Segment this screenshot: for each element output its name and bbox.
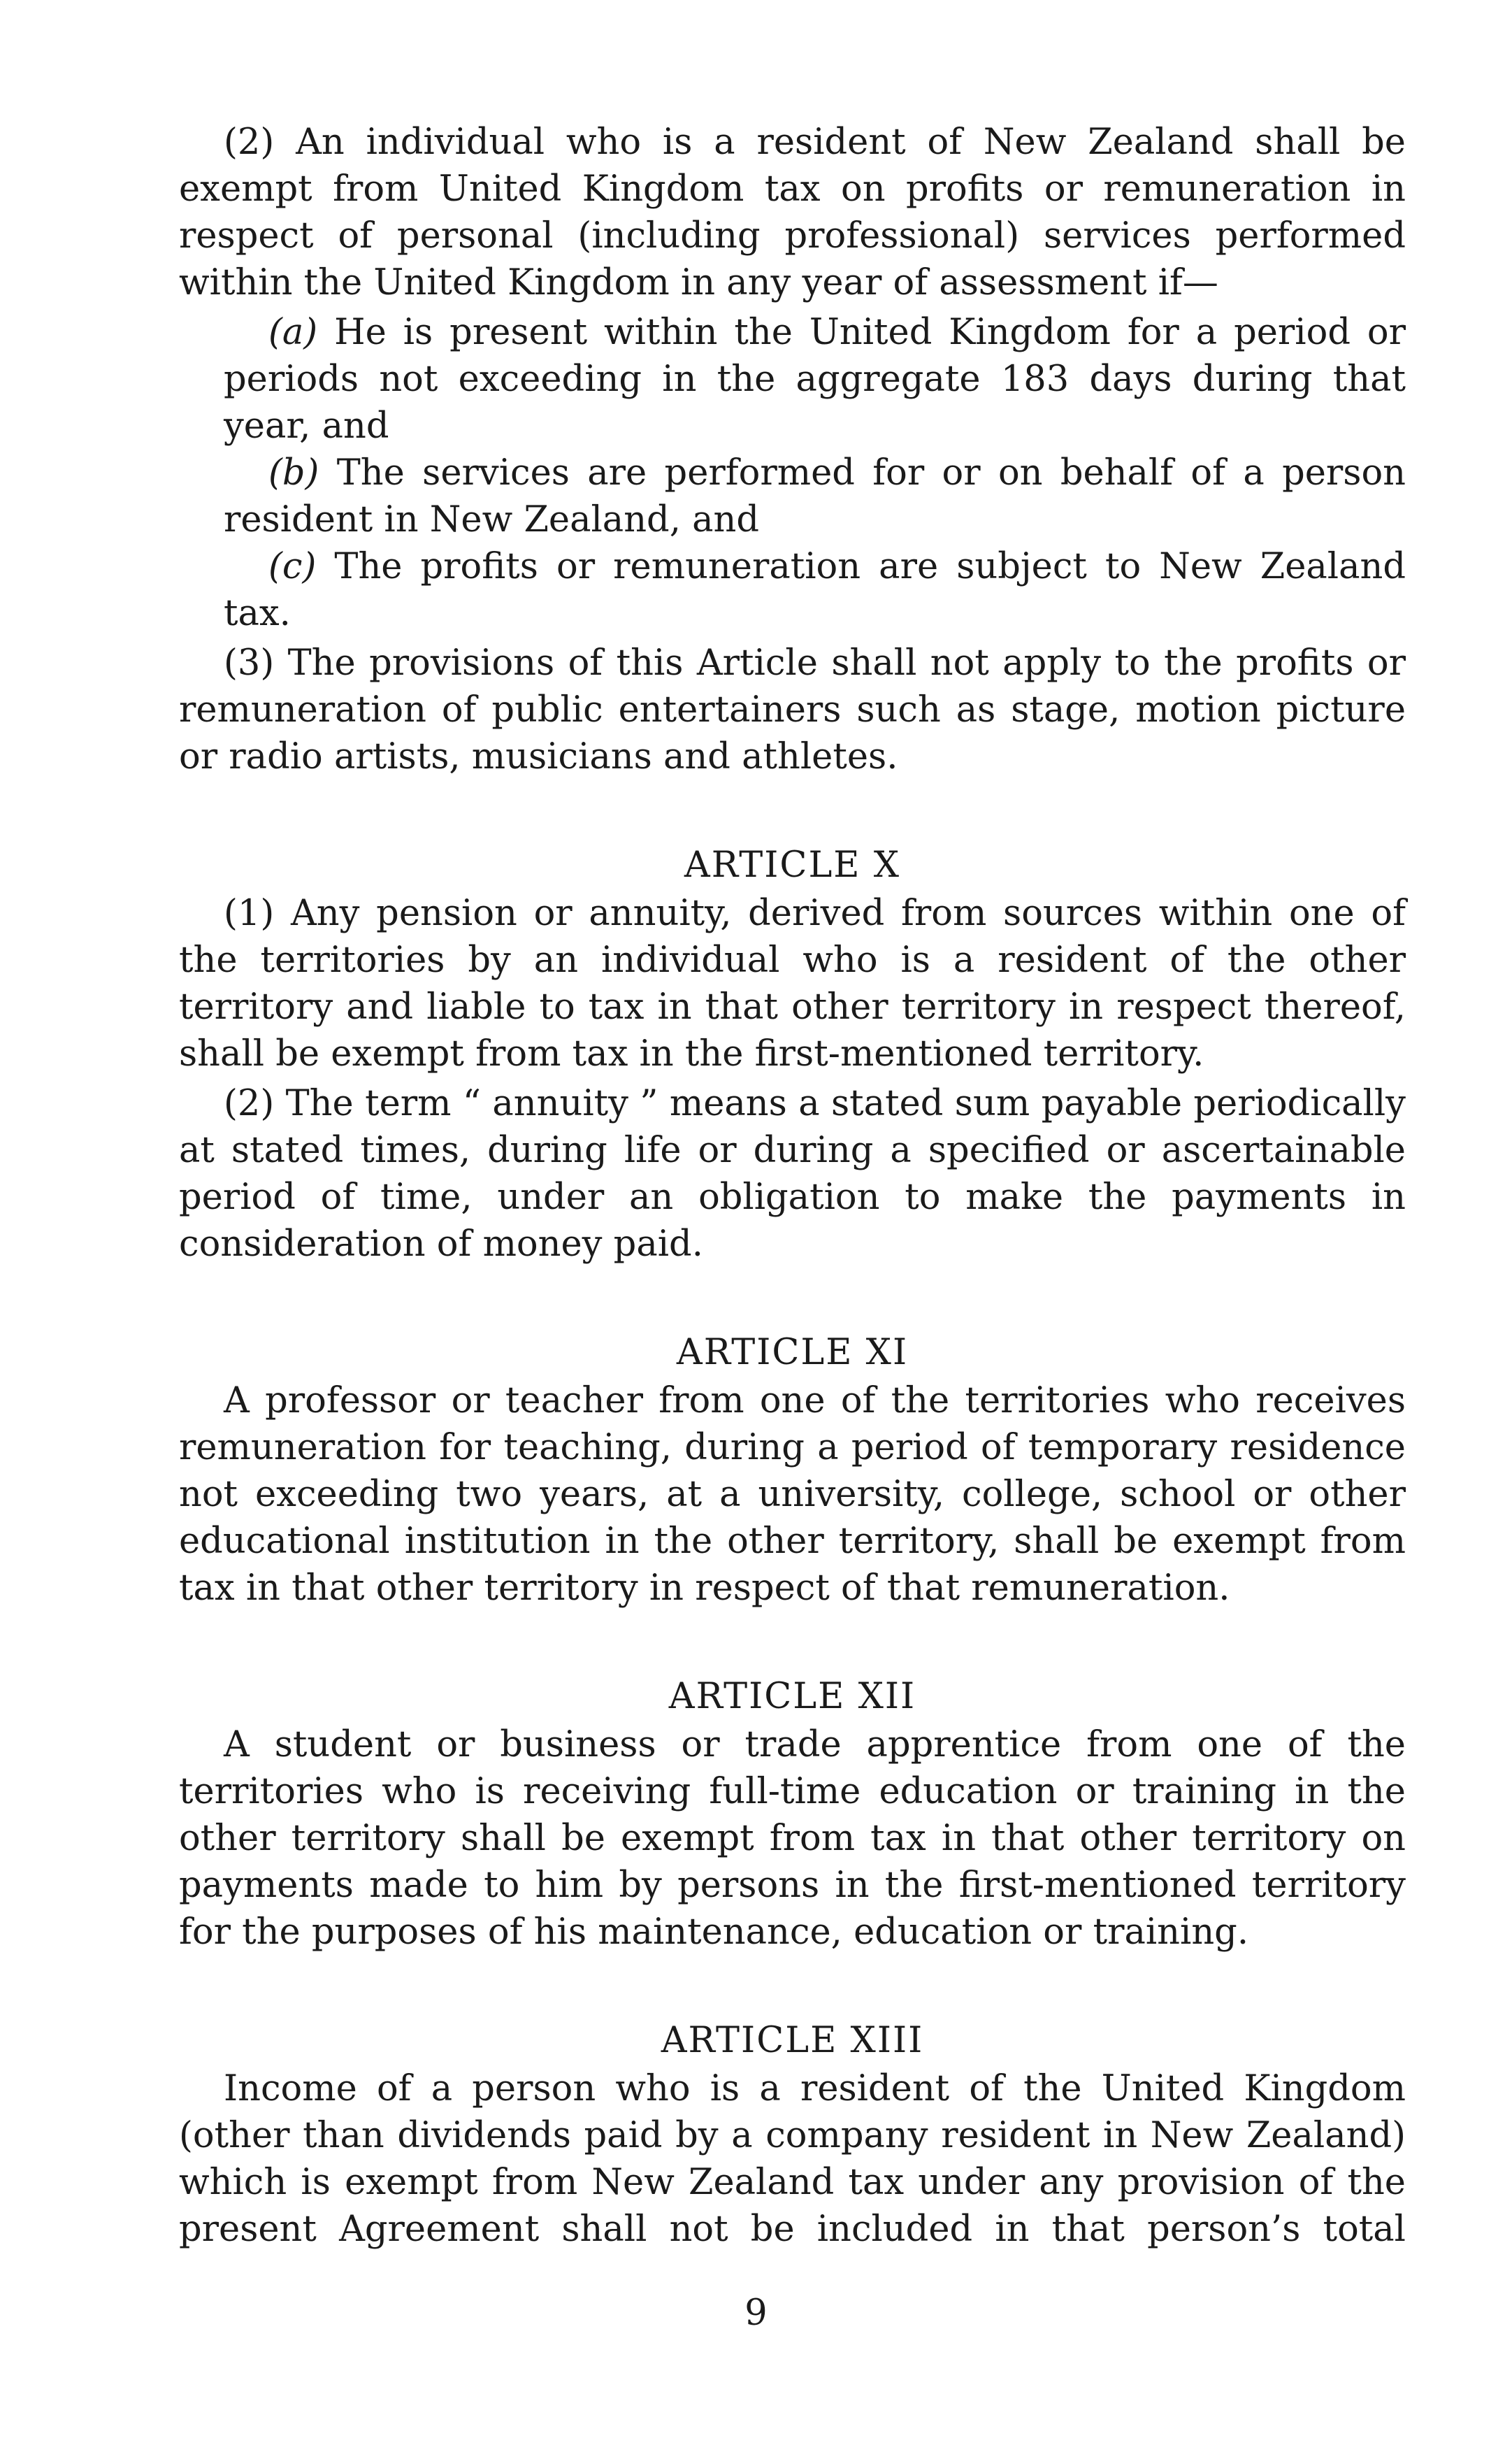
article-xiii-heading: ARTICLE XIII (661, 2020, 924, 2061)
document-page (179, 119, 1406, 2253)
page-number: 9 (744, 2293, 768, 2334)
item-b-marker: (b) (268, 452, 319, 494)
article-x-paragraph-2: (2) The term “ annuity ” means a stated sum payable periodically at stated times, during life or during a specified or ascertainable period of time, under an obligation to make the payments in consideration of money paid. (179, 1083, 1406, 1265)
article-xiii-paragraph: Income of a person who is a resident of the United Kingdom (other than dividends paid by a company resident in New Zealand) which is exempt from New Zealand tax under any provision of the present Agreement shall not be included in that person’s total (179, 2068, 1406, 2250)
article-ix-item-a (224, 309, 1406, 450)
article-xi-paragraph: A professor or teacher from one of the territories who receives remuneration for teaching, during a period of temporary residence not exceeding two years, at a university, college, school or other educational institution in the other territory, shall be exempt from tax in that other territory in respect of that remuneration. (179, 1380, 1406, 1609)
article-xi-heading: ARTICLE XI (676, 1332, 909, 1373)
item-a-marker: (a) (268, 312, 318, 353)
article-x-paragraph-1: (1) Any pension or annuity, derived from sources within one of the territories by an individual who is a resident of the other territory and liable to tax in that other territory in respect thereof, shall be exempt from tax in the first-mentioned territory. (179, 893, 1406, 1075)
article-ix-paragraph-3: (3) The provisions of this Article shall not apply to the profits or remuneration of public entertainers such as stage, motion picture or radio artists, musicians and athletes. (179, 643, 1406, 777)
item-c-text: The profits or remuneration are subject to New Zealand tax. (224, 546, 1406, 634)
item-a-text: He is present within the United Kingdom for a period or periods not exceeding in the aggregate 183 days during that year, and (224, 312, 1406, 447)
article-x-heading: ARTICLE X (684, 845, 901, 886)
item-b-text: The services are performed for or on behalf of a person resident in New Zealand, and (224, 452, 1406, 540)
article-ix-item-c (224, 543, 1406, 637)
article-ix-item-b (224, 450, 1406, 543)
article-xii-paragraph: A student or business or trade apprentice from one of the territories who is receiving full-time education or training in the other territory shall be exempt from tax in that other territory on payments made to him by persons in the first-mentioned territory for the purposes of his maintenance, education or training. (179, 1724, 1406, 1953)
article-xii-heading: ARTICLE XII (668, 1676, 916, 1717)
item-c-marker: (c) (268, 546, 317, 587)
article-ix-paragraph-2: (2) An individual who is a resident of New Zealand shall be exempt from United Kingdom tax on profits or remuneration in respect of personal (including professional) services performed within the United Kingdom in any year of assessment if— (179, 122, 1406, 303)
